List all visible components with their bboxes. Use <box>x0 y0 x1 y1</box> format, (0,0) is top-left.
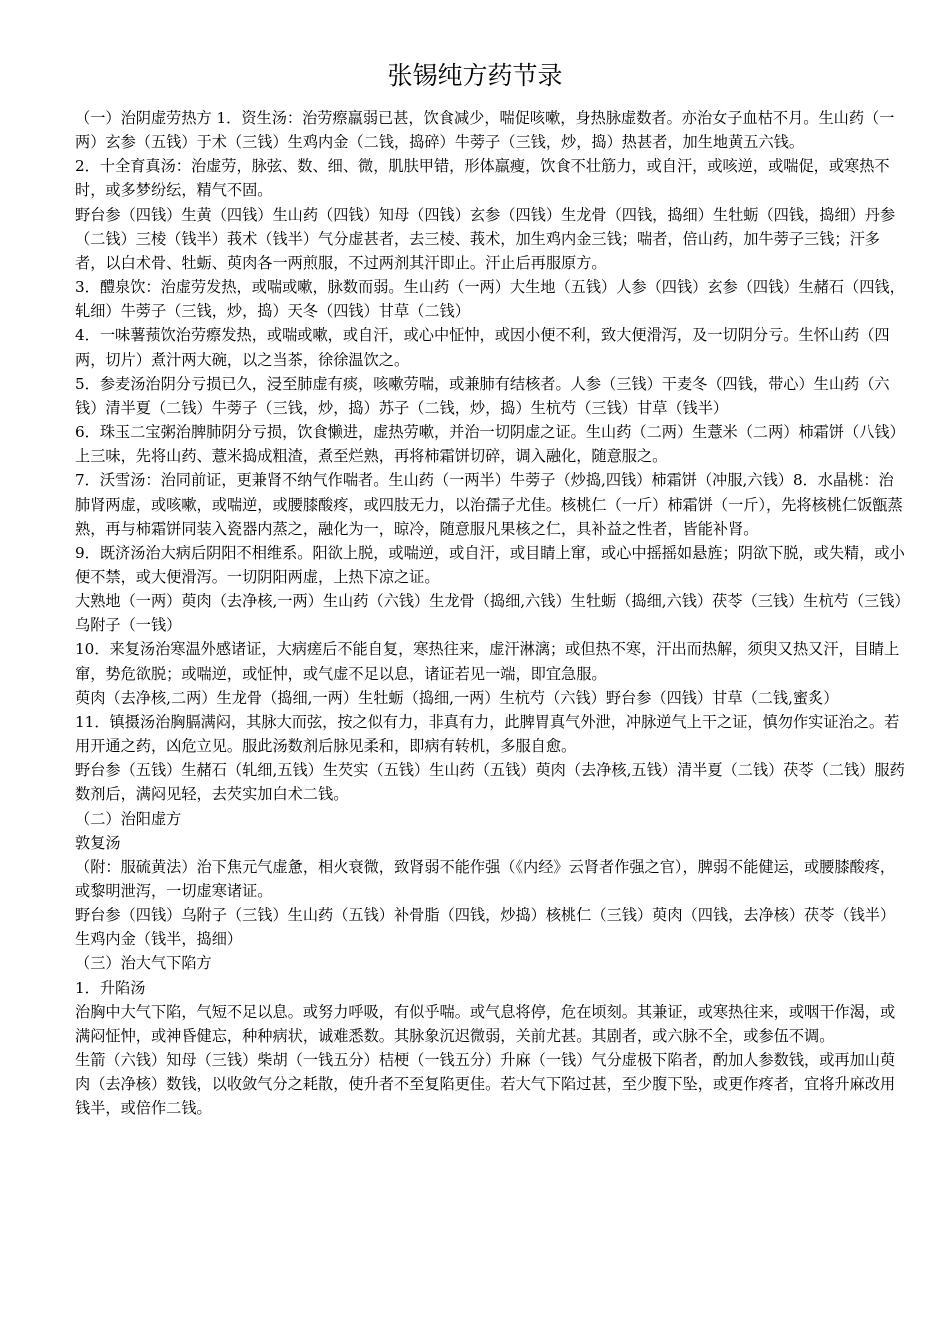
paragraph-13: 11．镇摄汤治胸膈满闷，其脉大而弦，按之似有力，非真有力，此脾胃真气外泄，冲脉逆气上干之证，慎勿作实证治之。若用开通之药，凶危立见。服此汤数剂后脉见柔和，即病有转机，多服自愈。 <box>75 712 900 756</box>
formula-name-dunfu: 敦复汤 <box>75 833 121 852</box>
paragraph-12: 萸肉（去净核,二两）生龙骨（捣细,一两）生牡蛎（捣细,一两）生杭芍（六钱）野台参（四钱）甘草（二钱,蜜炙） <box>75 688 839 707</box>
paragraph-2: 2．十全育真汤：治虚劳，脉弦、数、细、微，肌肤甲错，形体羸瘦，饮食不壮筋力，或自汗，或咳逆，或喘促，或寒热不时，或多梦纷纭，精气不固。 <box>75 157 890 200</box>
document-title: 张锡纯方药节录 <box>387 61 563 90</box>
paragraph-7: 6．珠玉二宝粥治脾肺阴分亏损，饮食懒进，虚热劳嗽，并治一切阴虚之证。生山药（二两）生薏米（二两）柿霜饼（八钱）上三味，先将山药、薏米捣成粗渣，煮至烂熟，再将柿霜饼切碎，调入融化，随意服之。 <box>75 423 905 466</box>
paragraph-1: （一）治阴虚劳热方 1．资生汤：治劳瘵羸弱已甚，饮食减少，喘促咳嗽，身热脉虚数者。亦治女子血枯不月。生山药（一两）玄参（五钱）于术（三钱）生鸡内金（二钱，捣碎）牛蒡子（三钱，炒，捣）热甚者，加生地黄五六钱。 <box>75 109 895 152</box>
paragraph-4: 3．醴泉饮：治虚劳发热，或喘或嗽，脉数而弱。生山药（一两）大生地（五钱）人参（四钱）玄参（四钱）生赭石（四钱，轧细）牛蒡子（三钱，炒，捣）天冬（四钱）甘草（二钱） <box>75 278 905 321</box>
section-heading-yang-deficiency: （二）治阳虚方 <box>75 809 182 828</box>
paragraph-3: 野台参（四钱）生黄（四钱）生山药（四钱）知母（四钱）玄参（四钱）生龙骨（四钱，捣细）生牡蛎（四钱，捣细）丹参（二钱）三棱（钱半）莪术（钱半）气分虚甚者，去三棱、莪术，加生鸡内金三钱；喘者，倍山药，加牛蒡子三钱；汗多者，以白术骨、牡蛎、萸肉各一两煎服，不过两剂其汗即止。汗止后再服原方。 <box>75 205 896 272</box>
paragraph-9: 9．既济汤治大病后阴阳不相维系。阳欲上脱，或喘逆，或自汗，或目睛上窜，或心中摇摇如悬旌；阴欲下脱，或失精，或小便不禁，或大便滑泻。一切阴阳两虚，上热下凉之证。 <box>75 543 905 586</box>
document-body <box>75 106 905 1121</box>
paragraph-22: 生箭（六钱）知母（三钱）柴胡（一钱五分）桔梗（一钱五分）升麻（一钱）气分虚极下陷者，酌加人参数钱，或再加山萸肉（去净核）数钱，以收敛气分之耗散，使升者不至复陷更佳。若大气下陷过甚，至少腹下坠，或更作疼者，宜将升麻改用钱半，或倍作二钱。 <box>75 1051 896 1118</box>
paragraph-21: 治胸中大气下陷，气短不足以息。或努力呼吸，有似乎喘。或气息将停，危在顷刻。其兼证，或寒热往来，或咽干作渴，或满闷怔忡，或神昏健忘，种种病状，诚难悉数。其脉象沉迟微弱，关前尤甚。其剧者，或六脉不全，或参伍不调。 <box>75 1002 896 1045</box>
paragraph-14: 野台参（五钱）生赭石（轧细,五钱）生芡实（五钱）生山药（五钱）萸肉（去净核,五钱）清半夏（二钱）茯苓（二钱）服药数剂后，满闷见轻，去芡实加白术二钱。 <box>75 761 905 804</box>
formula-name-shengxian: 1．升陷汤 <box>75 978 146 997</box>
section-heading-qi-sinking: （三）治大气下陷方 <box>75 954 212 973</box>
paragraph-8: 7．沃雪汤：治同前证，更兼肾不纳气作喘者。生山药（一两半）牛蒡子（炒捣,四钱）柿霜饼（冲服,六钱）8．水晶桃：治肺肾两虚，或咳嗽，或喘逆，或腰膝酸疼，或四肢无力，以治孺子尤佳。核桃仁（一斤）柿霜饼（一斤），先将核桃仁饭甑蒸熟，再与柿霜饼同装入瓷器内蒸之，融化为一，晾冷，随意服凡果核之仁，具补益之性者，皆能补肾。 <box>75 471 903 538</box>
paragraph-6: 5．参麦汤治阴分亏损已久，浸至肺虚有痰，咳嗽劳喘，或兼肺有结核者。人参（三钱）干麦冬（四钱，带心）生山药（六钱）清半夏（二钱）牛蒡子（三钱，炒，捣）苏子（二钱，炒，捣）生杭芍（三钱）甘草（钱半） <box>75 374 890 417</box>
paragraph-18: 野台参（四钱）乌附子（三钱）生山药（五钱）补骨脂（四钱，炒捣）核桃仁（三钱）萸肉（四钱，去净核）茯苓（钱半）生鸡内金（钱半，捣细） <box>75 906 896 949</box>
paragraph-5: 4．一味薯蓣饮治劳瘵发热，或喘或嗽，或自汗，或心中怔忡，或因小便不利，致大便滑泻，及一切阴分亏。生怀山药（四两，切片）煮汁两大碗，以之当茶，徐徐温饮之。 <box>75 326 890 369</box>
paragraph-17: （附：服硫黄法）治下焦元气虚惫，相火衰微，致肾弱不能作强（《内经》云肾者作强之官），脾弱不能健运，或腰膝酸疼，或黎明泄泻，一切虚寒诸证。 <box>75 857 896 900</box>
paragraph-10: 大熟地（一两）萸肉（去净核,一两）生山药（六钱）生龙骨（捣细,六钱）生牡蛎（捣细,六钱）茯苓（三钱）生杭芍（三钱）乌附子（一钱） <box>75 592 903 635</box>
paragraph-11: 10．来复汤治寒温外感诸证，大病瘥后不能自复，寒热往来，虚汗淋漓；或但热不寒，汗出而热解，须臾又热又汗，目睛上窜，势危欲脱；或喘逆，或怔忡，或气虚不足以息，诸证若见一端，即宜急服。 <box>75 640 900 683</box>
